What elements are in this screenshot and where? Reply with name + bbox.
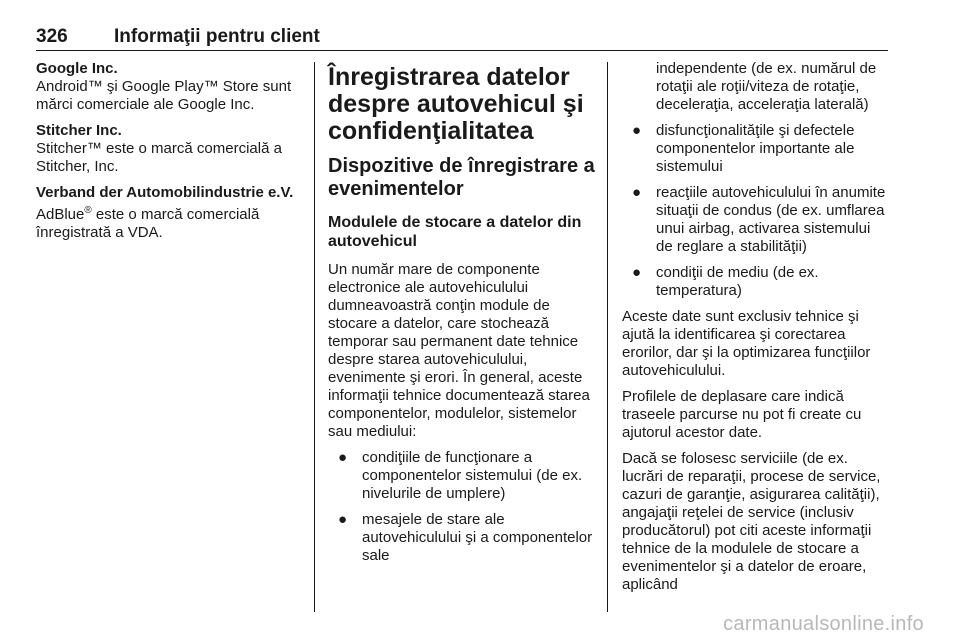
registered-mark: ® [84, 205, 92, 216]
column-3 [622, 60, 888, 602]
list-item-text: disfuncţionalităţile şi defectele componentelor importante ale sistemului [656, 122, 855, 175]
list-item [328, 511, 596, 565]
intro-paragraph: Un număr mare de componente electronice ale autovehiculului dumneavoastră conţin module de stocare a datelor, care stochează temporar sau permanent date tehnice despre starea autovehiculului, evenimente şi erori. În general, aceste informaţii tehnice documentează starea componentelor, modulelor, sistemelor sau mediului: [328, 261, 590, 440]
list-item [622, 122, 888, 176]
column-divider-1 [314, 62, 315, 612]
list-item [328, 449, 596, 503]
bullet-icon: ● [632, 264, 642, 281]
trademark-text-rest: este o marcă comercială înregistrată a VDA. [36, 206, 260, 241]
bullet-list [622, 122, 888, 300]
page-header [36, 26, 886, 50]
bullet-icon: ● [338, 449, 348, 466]
trademark-vda [36, 184, 304, 242]
list-item [622, 264, 888, 300]
subsection-heading: Dispozitive de înregistrare a evenimentelor [328, 155, 595, 200]
body-paragraph: Dacă se folosesc serviciile (de ex. lucrări de reparaţii, procese de service, cazuri de garanţie, asigurarea calităţii), angajaţii reţelei de service (inclusiv producătorul) pot citi aceste informaţii tehnice de la modulele de stocare a evenimentelor şi a datelor de eroare, aplicând [622, 450, 881, 593]
brand-adblue: AdBlue [36, 206, 85, 223]
trademark-google [36, 60, 304, 114]
header-rule [36, 50, 888, 51]
list-item-text: reacţiile autovehiculului în anumite situaţii de condus (de ex. umflarea unui airbag, activarea sistemului de reglare a stabilităţii) [656, 184, 886, 255]
trademark-text: Stitcher™ este o marcă comercială a Stitcher, Inc. [36, 140, 282, 175]
bullet-icon: ● [632, 122, 642, 139]
page-number: 326 [36, 26, 68, 47]
column-2 [328, 60, 596, 573]
section-heading: Înregistrarea datelor despre autovehicul şi confidenţialitatea [328, 63, 584, 145]
company-name: Stitcher Inc. [36, 122, 122, 139]
bullet-icon: ● [632, 184, 642, 201]
list-item-text: condiţii de mediu (de ex. temperatura) [656, 264, 819, 299]
trademark-text [36, 202, 304, 242]
bullet-list [328, 449, 596, 565]
list-item-text: mesajele de stare ale autovehiculului şi a componentelor sale [362, 511, 593, 564]
body-paragraph: Aceste date sunt exclusiv tehnice şi ajută la identificarea şi corectarea erorilor, dar şi la optimizarea funcţiilor autovehiculului. [622, 308, 871, 379]
bullet-icon: ● [338, 511, 348, 528]
company-name: Google Inc. [36, 60, 118, 77]
column-1 [36, 60, 304, 250]
list-item [622, 184, 888, 256]
list-item-text: condiţiile de funcţionare a componentelor sistemului (de ex. nivelurile de umplere) [362, 449, 583, 502]
company-name: Verband der Automobilindustrie e.V. [36, 184, 294, 201]
topic-heading: Modulele de stocare a datelor din autovehicul [328, 214, 582, 250]
list-item-continuation: independente (de ex. numărul de rotaţii ale roţii/viteza de rotaţie, deceleraţia, acceleraţia laterală) [656, 60, 877, 113]
body-paragraph: Profilele de deplasare care indică traseele parcurse nu pot fi create cu ajutorul acestor date. [622, 388, 862, 441]
column-divider-2 [607, 62, 608, 612]
trademark-stitcher [36, 122, 304, 176]
trademark-text: Android™ şi Google Play™ Store sunt mărci comerciale ale Google Inc. [36, 78, 292, 113]
watermark: carmanualsonline.info [723, 613, 924, 635]
chapter-title: Informaţii pentru client [114, 26, 320, 47]
